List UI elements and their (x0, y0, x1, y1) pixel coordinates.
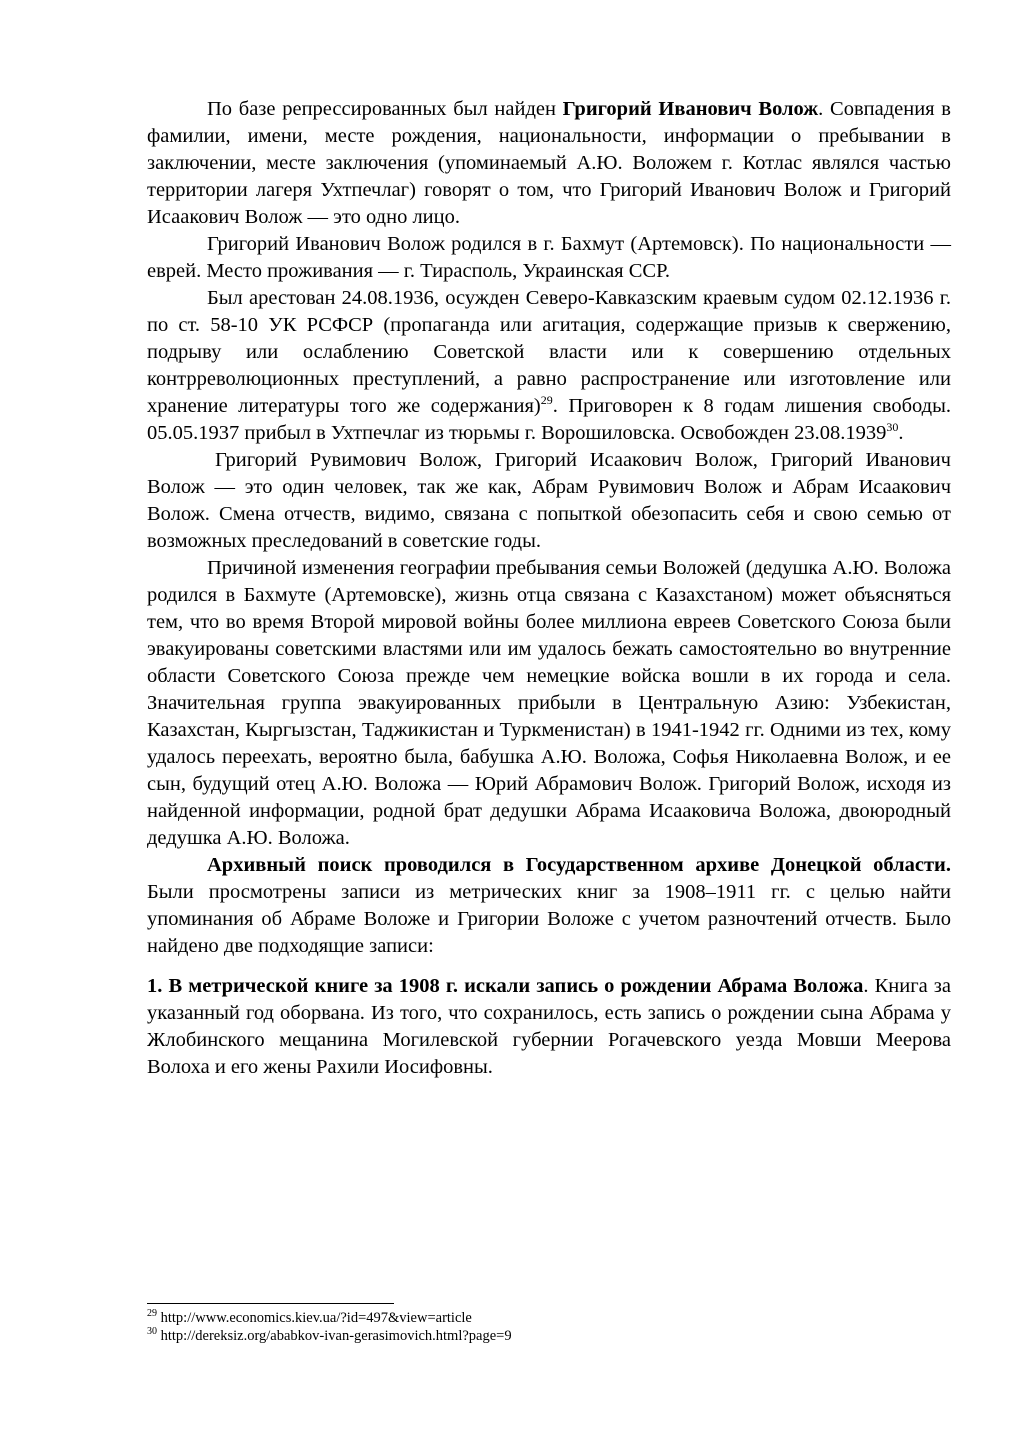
footnote-number: 29 (147, 1308, 157, 1320)
paragraph-7-bold-heading: 1. В метрической книге за 1908 г. искали запись о рождении Абрама Воложа (147, 975, 864, 997)
paragraph-1-bold-name: Григорий Иванович Волож (562, 98, 819, 120)
paragraph-1 (147, 96, 951, 231)
paragraph-6-text: Были просмотрены записи из метрических книг за 1908–1911 гг. с целью найти упоминания об Абраме Воложе и Григории Воложе с учетом разночтений отчеств. Было найдено две подходящие записи: (147, 881, 951, 957)
footnote-ref-29: 29 (540, 393, 553, 408)
paragraph-6 (147, 852, 951, 960)
footnotes-section (147, 1303, 951, 1345)
footnote-separator (147, 1303, 394, 1304)
paragraph-1-text-end: . Совпадения в фамилии, имени, месте рождения, национальности, информации о пребывании в заключении, месте заключения (упоминаемый А.Ю. Воложем г. Котлас являлся частью территории лагеря Ухтпечлаг) говорят о том, что Григорий Иванович Волож и Григорий Исаакович Волож — это одно лицо. (147, 98, 951, 228)
footnote-29 (147, 1309, 951, 1327)
paragraph-6-bold-heading: Архивный поиск проводился в Государственном архиве Донецкой области. (207, 854, 951, 876)
paragraph-4: Григорий Рувимович Волож, Григорий Исаакович Волож, Григорий Иванович Волож — это один человек, так же как, Абрам Рувимович Волож и Абрам Исаакович Волож. Смена отчеств, видимо, связана с попыткой обезопасить себя и свою семью от возможных преследований в советские годы. (147, 449, 951, 552)
paragraph-2: Григорий Иванович Волож родился в г. Бахмут (Артемовск). По национальности — еврей. Место проживания — г. Тирасполь, Украинская ССР. (147, 233, 951, 282)
paragraph-3 (147, 285, 951, 447)
paragraph-7 (147, 973, 951, 1081)
paragraph-3-text-2: . Приговорен к 8 годам лишения свободы. 05.05.1937 прибыл в Ухтпечлаг из тюрьмы г. Ворошиловска. Освобожден 23.08.1939 (147, 395, 951, 444)
footnote-30 (147, 1327, 951, 1345)
footnote-ref-30: 30 (886, 420, 899, 435)
paragraph-3-text-3: . (898, 422, 904, 444)
paragraph-7-text: . Книга за указанный год оборвана. Из того, что сохранилось, есть запись о рождении сына Абрама у Жлобинского мещанина Могилевской губернии Рогачевского уезда Мовши Меерова Волоха и его жены Рахили Иосифовны. (147, 975, 951, 1078)
paragraph-3-text-1: Был арестован 24.08.1936, осужден Северо-Кавказским краевым судом 02.12.1936 г. по ст. 58-10 УК РСФСР (пропаганда или агитация, содержащие призыв к свержению, подрыву или ослаблению Советской власти или к совершению отдельных контрреволюционных преступлений, а равно распространение или изготовление или хранение литературы того же содержания) (147, 287, 951, 417)
footnote-link[interactable]: http://dereksiz.org/ababkov-ivan-gerasimovich.html?page=9 (157, 1328, 512, 1344)
paragraph-5: Причиной изменения географии пребывания семьи Воложей (дедушка А.Ю. Воложа родился в Бахмуте (Артемовске), жизнь отца связана с Казахстаном) может объясняться тем, что во время Второй мировой войны более миллиона евреев Советского Союза были эвакуированы советскими властями или им удалось бежать самостоятельно во внутренние области Советского Союза прежде чем немецкие войска вошли в их города и села. Значительная группа эвакуированных прибыли в Центральную Азию: Узбекистан, Казахстан, Кыргызстан, Таджикистан и Туркменистан) в 1941-1942 гг. Одними из тех, кому удалось переехать, вероятно была, бабушка А.Ю. Воложа, Софья Николаевна Волож, и ее сын, будущий отец А.Ю. Воложа — Юрий Абрамович Волож. Григорий Волож, исходя из найденной информации, родной брат дедушки Абрама Исааковича Воложа, двоюродный дедушка А.Ю. Воложа. (147, 557, 951, 849)
document-body (147, 96, 951, 1081)
paragraph-1-text-start: По базе репрессированных был найден (207, 98, 563, 120)
footnote-number: 30 (147, 1326, 157, 1338)
footnote-link[interactable]: http://www.economics.kiev.ua/?id=497&view=article (157, 1310, 472, 1326)
